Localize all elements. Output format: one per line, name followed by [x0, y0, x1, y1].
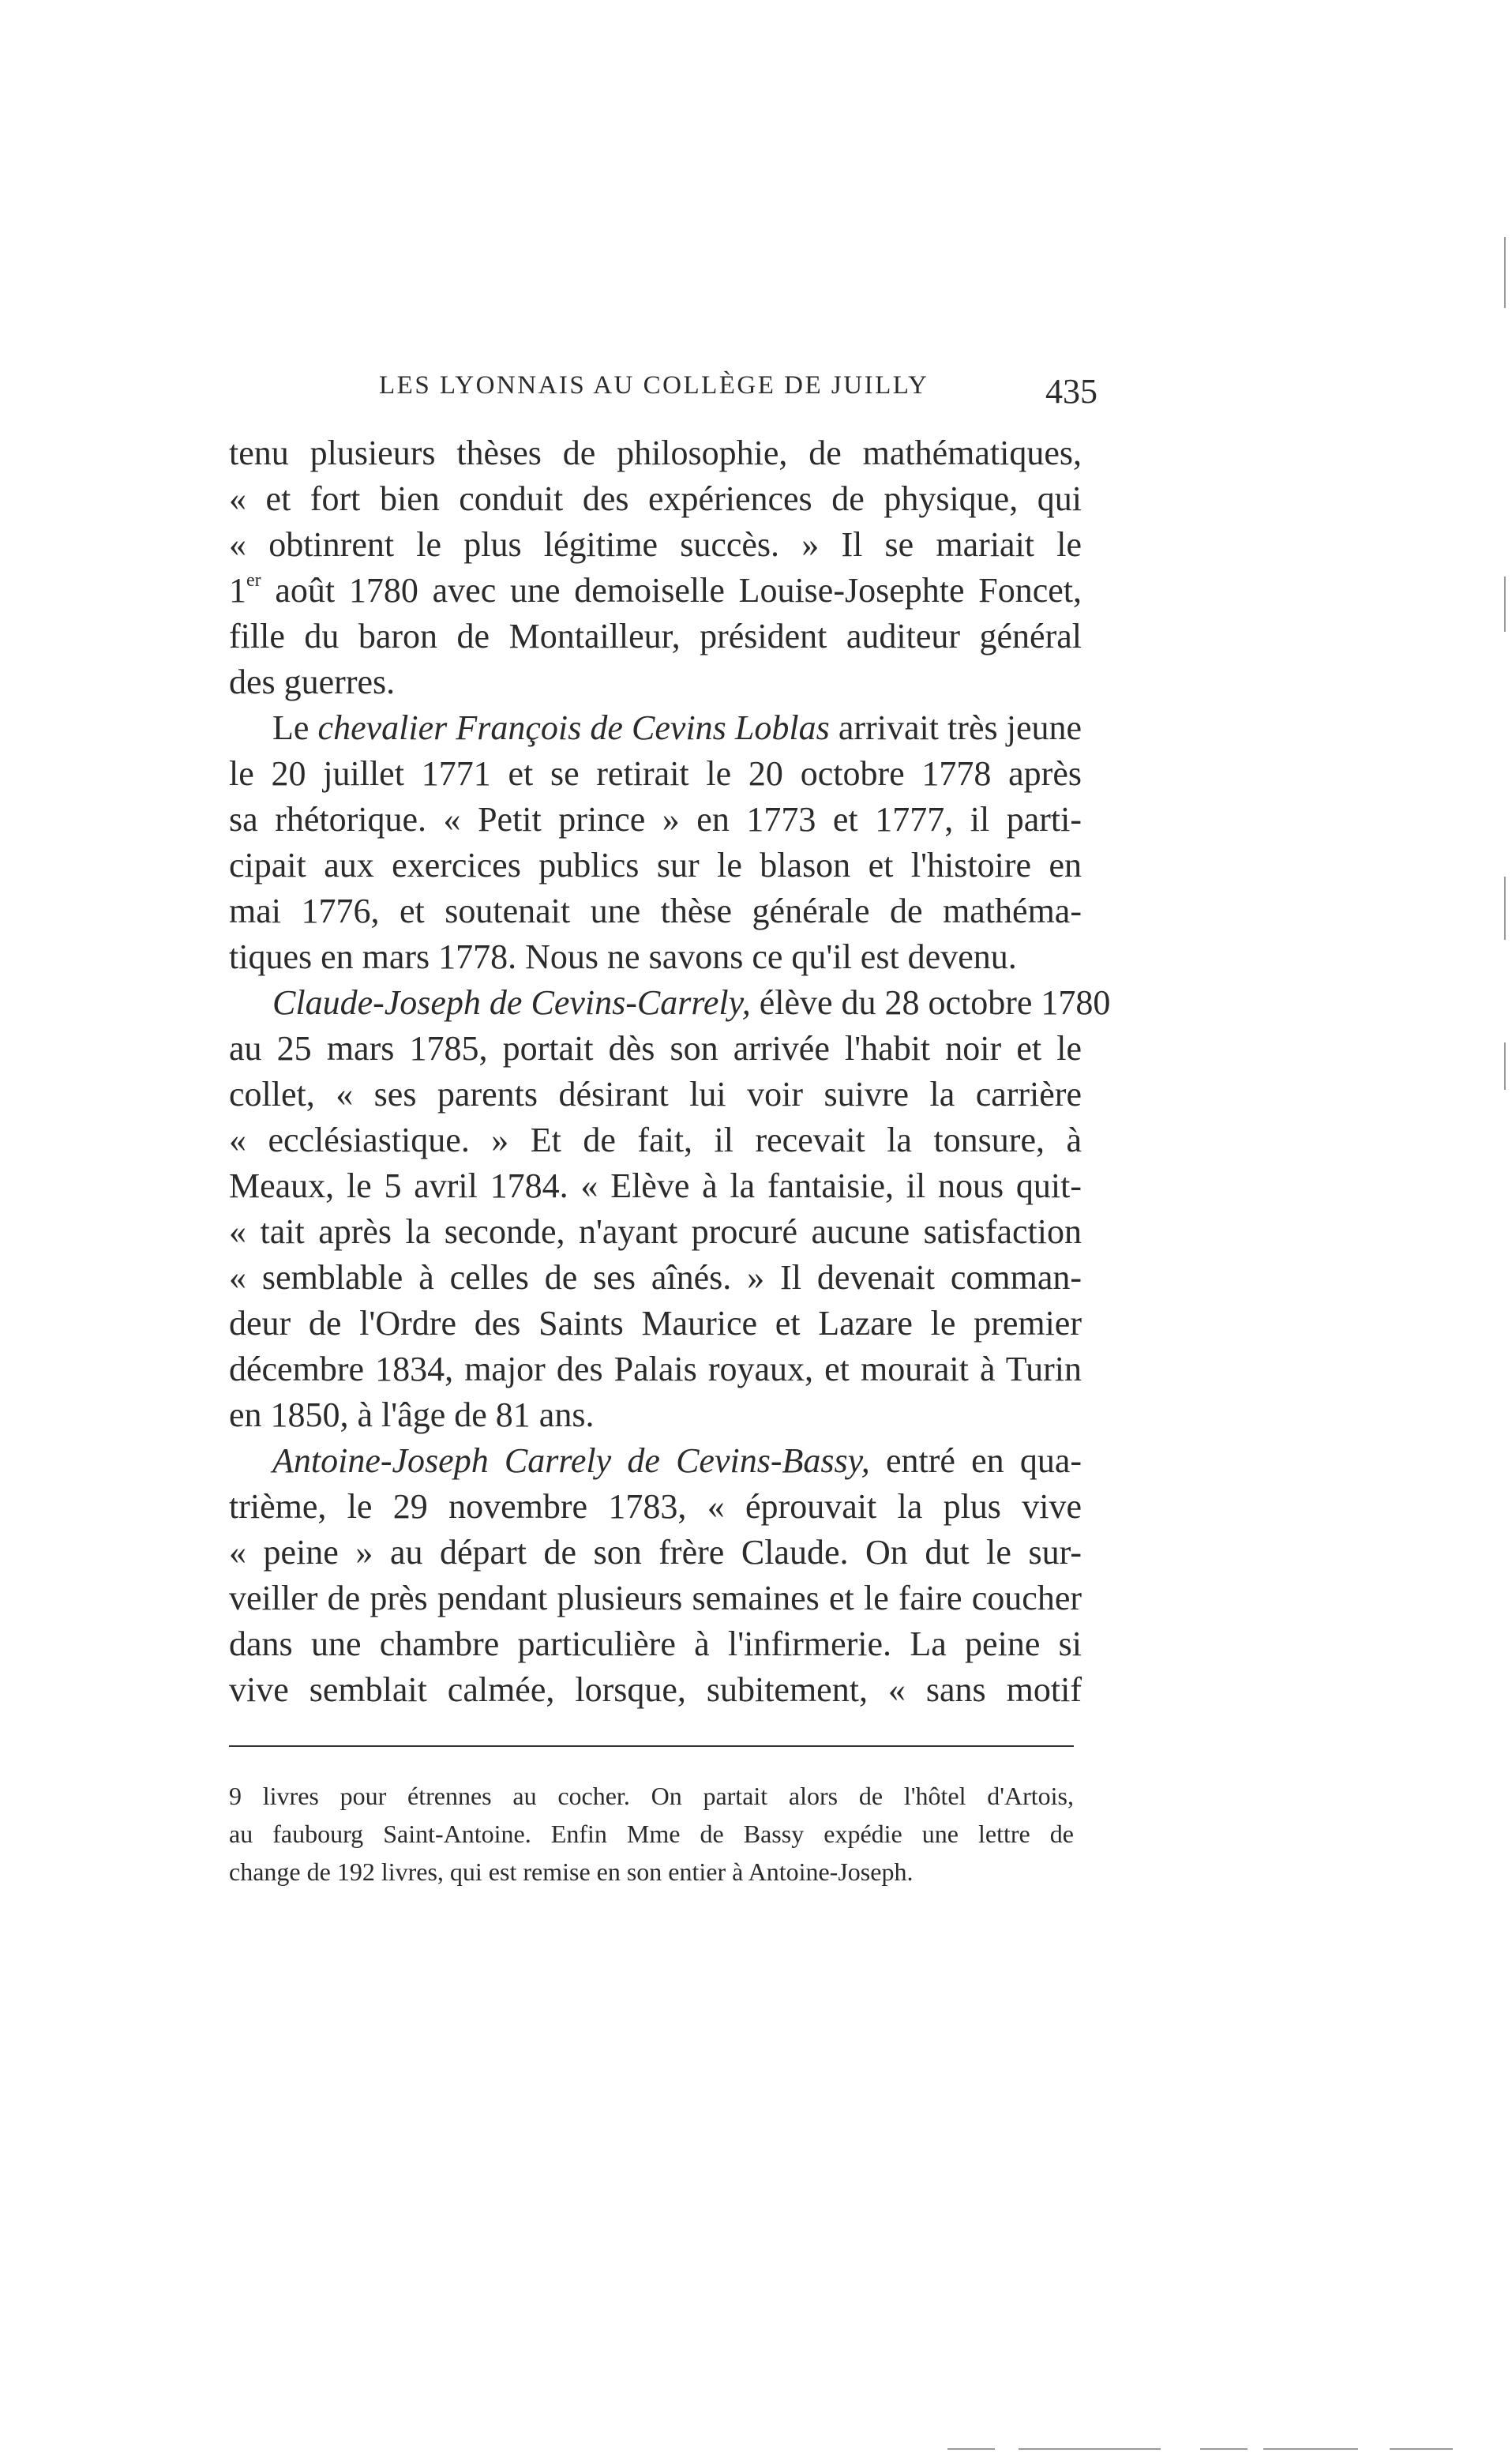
person-name-italic: Antoine-Joseph Carrely de Cevins-Bassy,: [272, 1441, 870, 1480]
page-number: 435: [1045, 372, 1097, 411]
footnote-line: au faubourg Saint-Antoine. Enfin Mme de Bassy expédie une lettre de: [229, 1820, 1074, 1848]
scan-mark: [1263, 2448, 1358, 2450]
text-fragment: entré en qua-: [885, 1441, 1082, 1480]
text-line: en 1850, à l'âge de 81 ans.: [229, 1395, 595, 1434]
text-line: deur de l'Ordre des Saints Maurice et Lazare le premier: [229, 1304, 1082, 1343]
paragraph-opening-line: [229, 980, 1111, 1026]
text-line: « semblable à celles de ses aînés. » Il devenait comman-: [229, 1258, 1082, 1297]
scan-mark: [1504, 877, 1506, 940]
text-line: tenu plusieurs thèses de philosophie, de mathématiques,: [229, 434, 1082, 472]
text-line: « et fort bien conduit des expériences de physique, qui: [229, 479, 1082, 518]
text-line: des guerres.: [229, 663, 396, 701]
text-line: le 20 juillet 1771 et se retirait le 20 octobre 1778 après: [229, 754, 1082, 793]
ordinal-superscript: er: [246, 570, 261, 592]
text-line: tiques en mars 1778. Nous ne savons ce qu'il est devenu.: [229, 937, 1017, 976]
text-line: « ecclésiastique. » Et de fait, il recevait la tonsure, à: [229, 1121, 1082, 1159]
paragraph-opening-line: [229, 705, 1082, 751]
text-line: trième, le 29 novembre 1783, « éprouvait la plus vive: [229, 1487, 1082, 1526]
text-line: collet, « ses parents désirant lui voir suivre la carrière: [229, 1075, 1082, 1114]
text-fragment: élève du 28 octobre 1780: [759, 983, 1111, 1022]
text-line: vive semblait calmée, lorsque, subitement, « sans motif: [229, 1670, 1082, 1709]
text-line: dans une chambre particulière à l'infirmerie. La peine si: [229, 1625, 1082, 1663]
text-fragment: août 1780 avec une demoiselle Louise-Josephte Foncet,: [275, 571, 1082, 610]
text-fragment: Le: [272, 708, 310, 747]
scan-mark: [1200, 2448, 1247, 2450]
text-line: « tait après la seconde, n'ayant procuré aucune satisfaction: [229, 1212, 1082, 1251]
scan-mark: [947, 2448, 995, 2450]
scan-mark: [1504, 577, 1506, 632]
paragraph-opening-line: [229, 1438, 1082, 1484]
text-line: cipait aux exercices publics sur le blason et l'histoire en: [229, 846, 1082, 885]
running-title: LES LYONNAIS AU COLLÈGE DE JUILLY: [379, 371, 929, 400]
text-line: « obtinrent le plus légitime succès. » Il se mariait le: [229, 525, 1082, 564]
scan-mark: [1390, 2448, 1453, 2450]
ordinal-number: 1: [229, 571, 246, 610]
text-line-with-ordinal: [229, 568, 1082, 614]
text-fragment: arrivait très jeune: [838, 708, 1082, 747]
person-name-italic: Claude-Joseph de Cevins-Carrely,: [272, 983, 751, 1022]
scan-mark: [1504, 237, 1506, 308]
text-line: fille du baron de Montailleur, président auditeur général: [229, 617, 1082, 655]
scan-mark: [1504, 1042, 1506, 1090]
running-head: [379, 371, 1169, 419]
footnote-separator-rule: [229, 1745, 1074, 1747]
text-line: sa rhétorique. « Petit prince » en 1773 et 1777, il parti-: [229, 800, 1082, 839]
person-name-italic: chevalier François de Cevins Loblas: [317, 708, 830, 747]
text-line: « peine » au départ de son frère Claude. On dut le sur-: [229, 1533, 1082, 1572]
text-line: Meaux, le 5 avril 1784. « Elève à la fantaisie, il nous quit-: [229, 1166, 1082, 1205]
footnote: [229, 1777, 1074, 1891]
text-line: au 25 mars 1785, portait dès son arrivée l'habit noir et le: [229, 1029, 1082, 1068]
footnote-line: change de 192 livres, qui est remise en son entier à Antoine-Joseph.: [229, 1857, 914, 1886]
body-text: [229, 430, 1111, 1713]
text-line: mai 1776, et soutenait une thèse générale de mathéma-: [229, 892, 1082, 930]
scan-mark: [1019, 2448, 1161, 2450]
text-line: veiller de près pendant plusieurs semaines et le faire coucher: [229, 1579, 1082, 1617]
footnote-line: 9 livres pour étrennes au cocher. On partait alors de l'hôtel d'Artois,: [229, 1782, 1074, 1810]
text-line: décembre 1834, major des Palais royaux, et mourait à Turin: [229, 1350, 1082, 1388]
